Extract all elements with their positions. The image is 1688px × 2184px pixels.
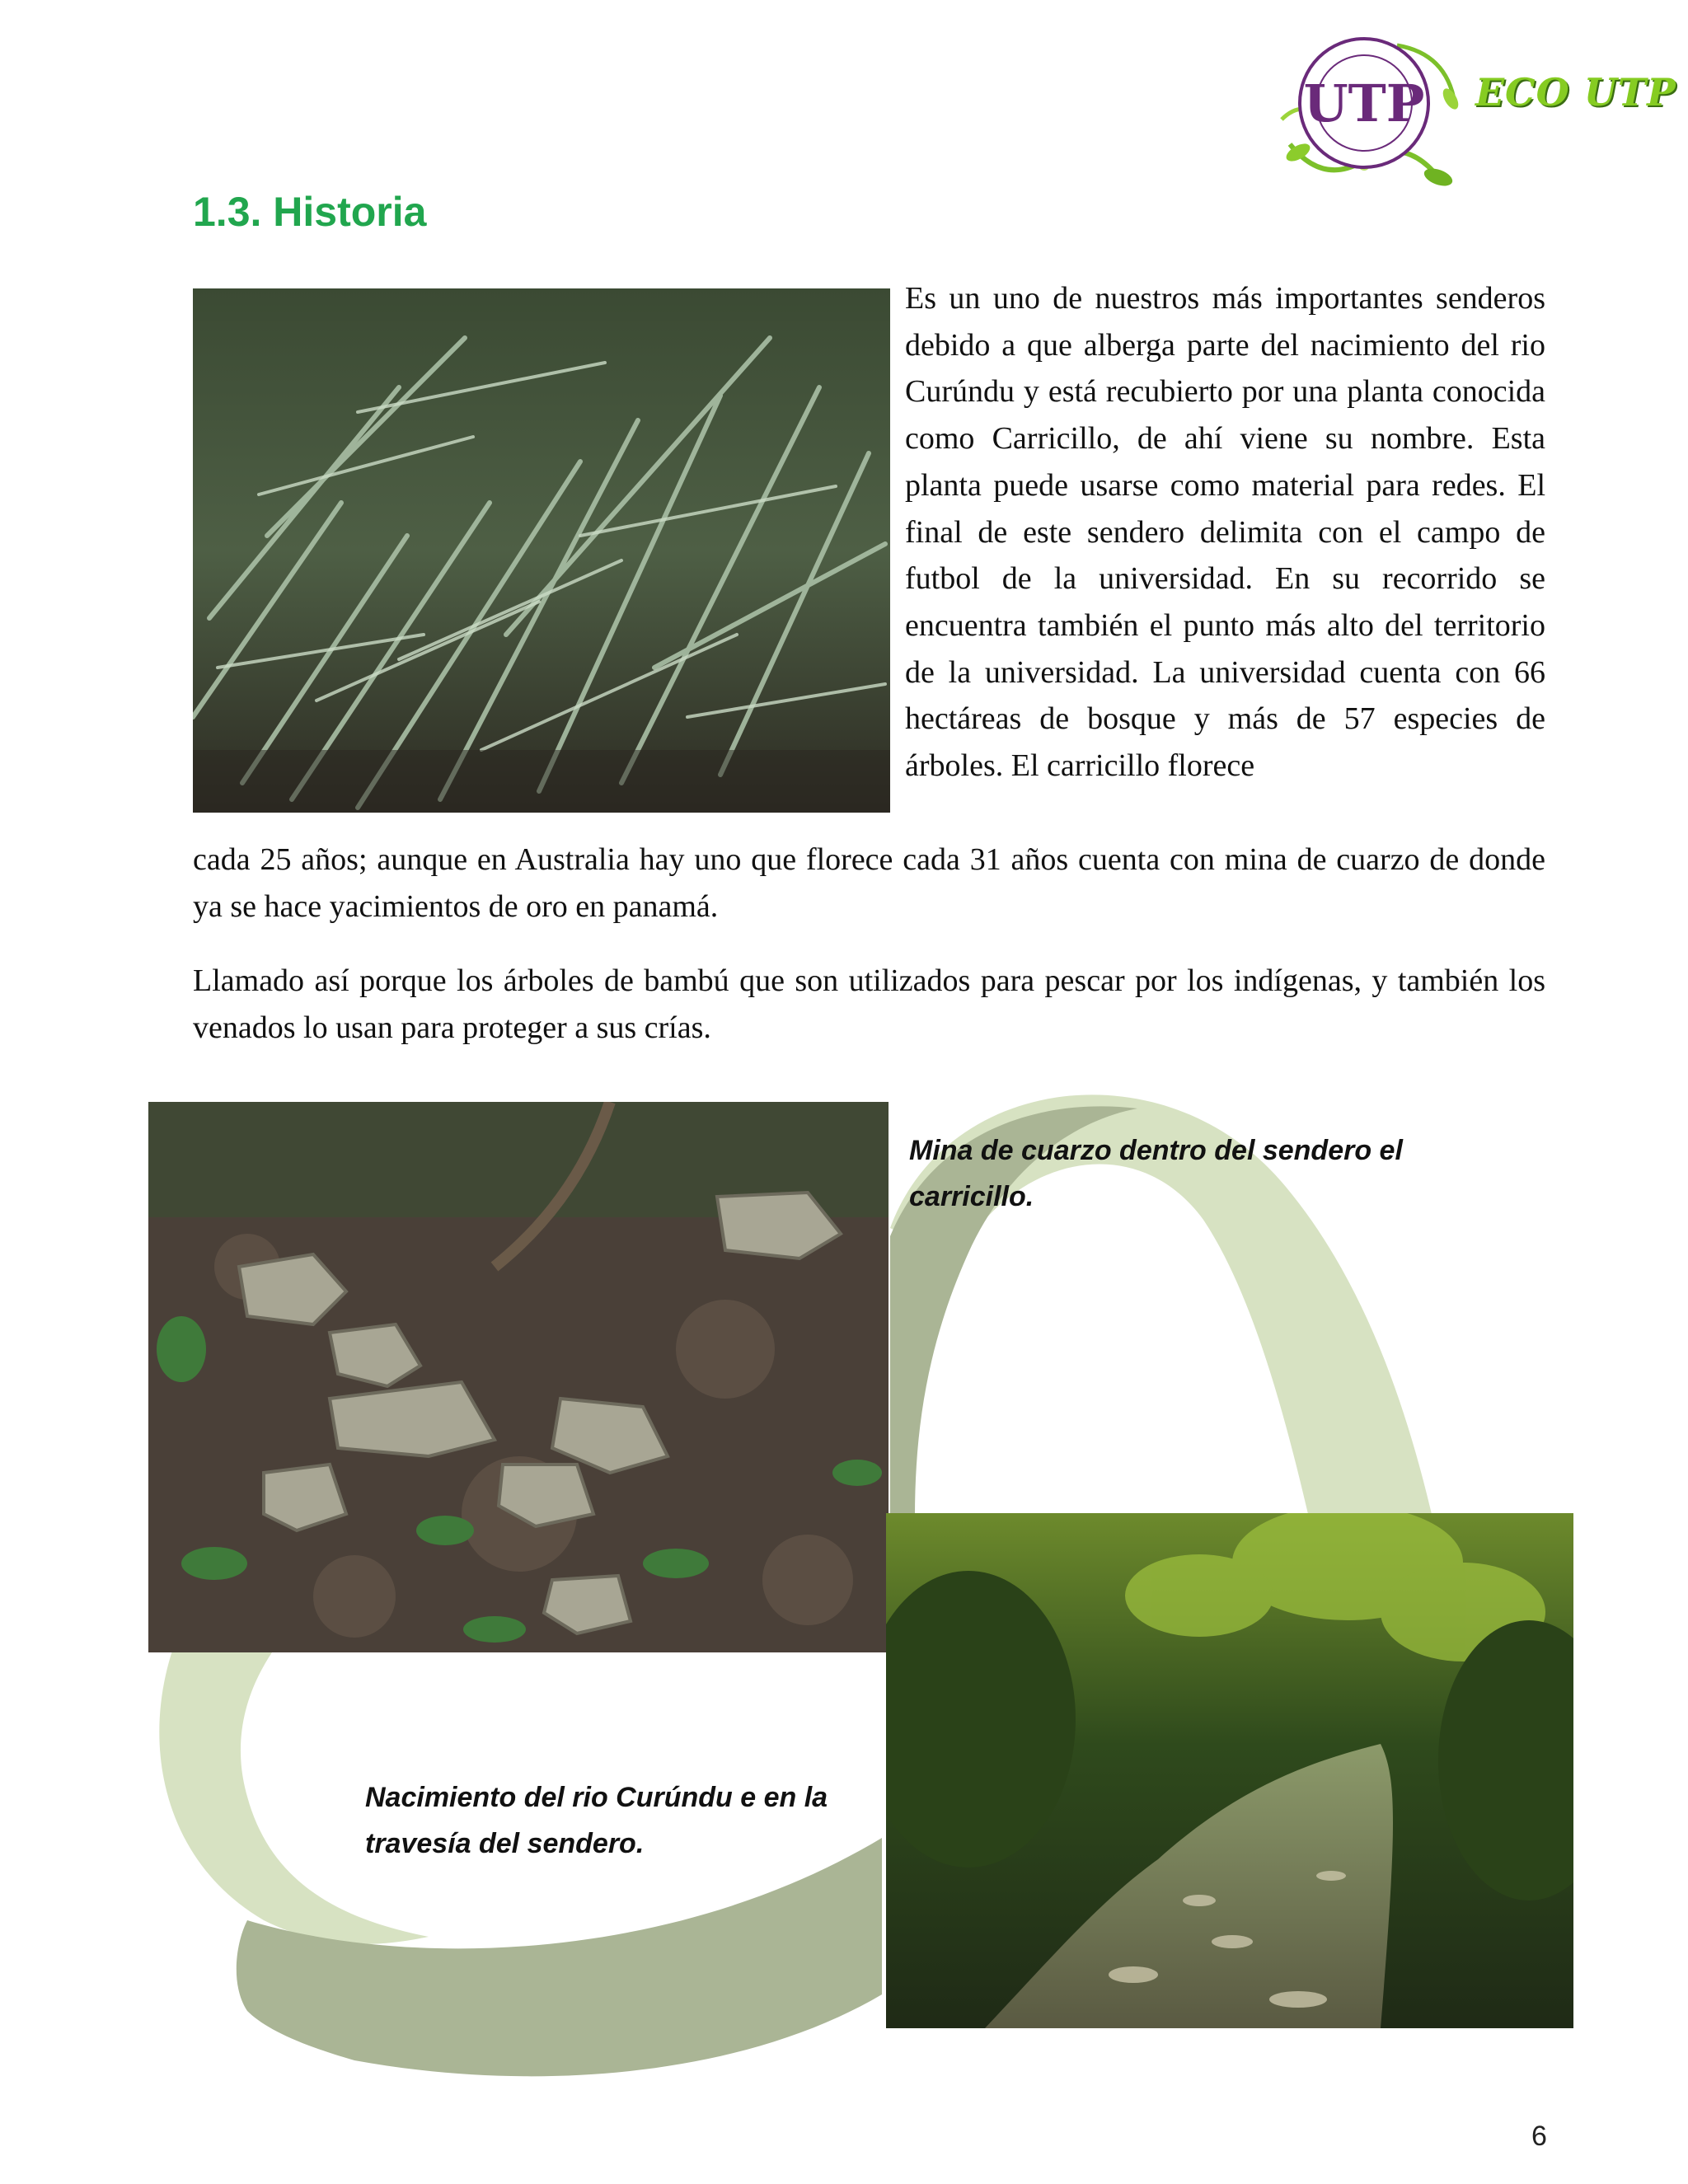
quartz-mine-photo [148, 1102, 889, 1652]
intro-continuation-paragraph: cada 25 años; aunque en Australia hay uno que florece cada 31 años cuenta con mina de cuarzo de donde ya se hace yacimientos de oro en panamá. [193, 842, 1545, 924]
eco-utp-logo-text: ECO UTP [1475, 70, 1676, 115]
svg-text:UTP: UTP [1303, 73, 1425, 134]
river-photo [886, 1513, 1573, 2028]
quartz-caption: Mina de cuarzo dentro del sendero el carricillo. [909, 1135, 1403, 1212]
river-caption: Nacimiento del rio Curúndu e en la travesía del sendero. [365, 1782, 828, 1859]
second-paragraph: Llamado así porque los árboles de bambú que son utilizados para pescar por los indígenas, y también los venados lo usan para proteger a sus crías. [193, 963, 1545, 1045]
page-number: 6 [1531, 2121, 1547, 2152]
intro-paragraph: Es un uno de nuestros más importantes senderos debido a que alberga parte del nacimiento del rio Curúndu y está recubierto por una planta conocida como Carricillo, de ahí viene su nombre. Esta planta puede usarse como material para redes. El final de este sendero delimita con el campo de futbol de la universidad. En su recorrido se encuentra también el punto más alto del territorio de la universidad. La universidad cuenta con 66 hectáreas de bosque y más de 57 especies de árboles. El carricillo florece [905, 281, 1545, 784]
section-title: 1.3. Historia [193, 189, 427, 235]
